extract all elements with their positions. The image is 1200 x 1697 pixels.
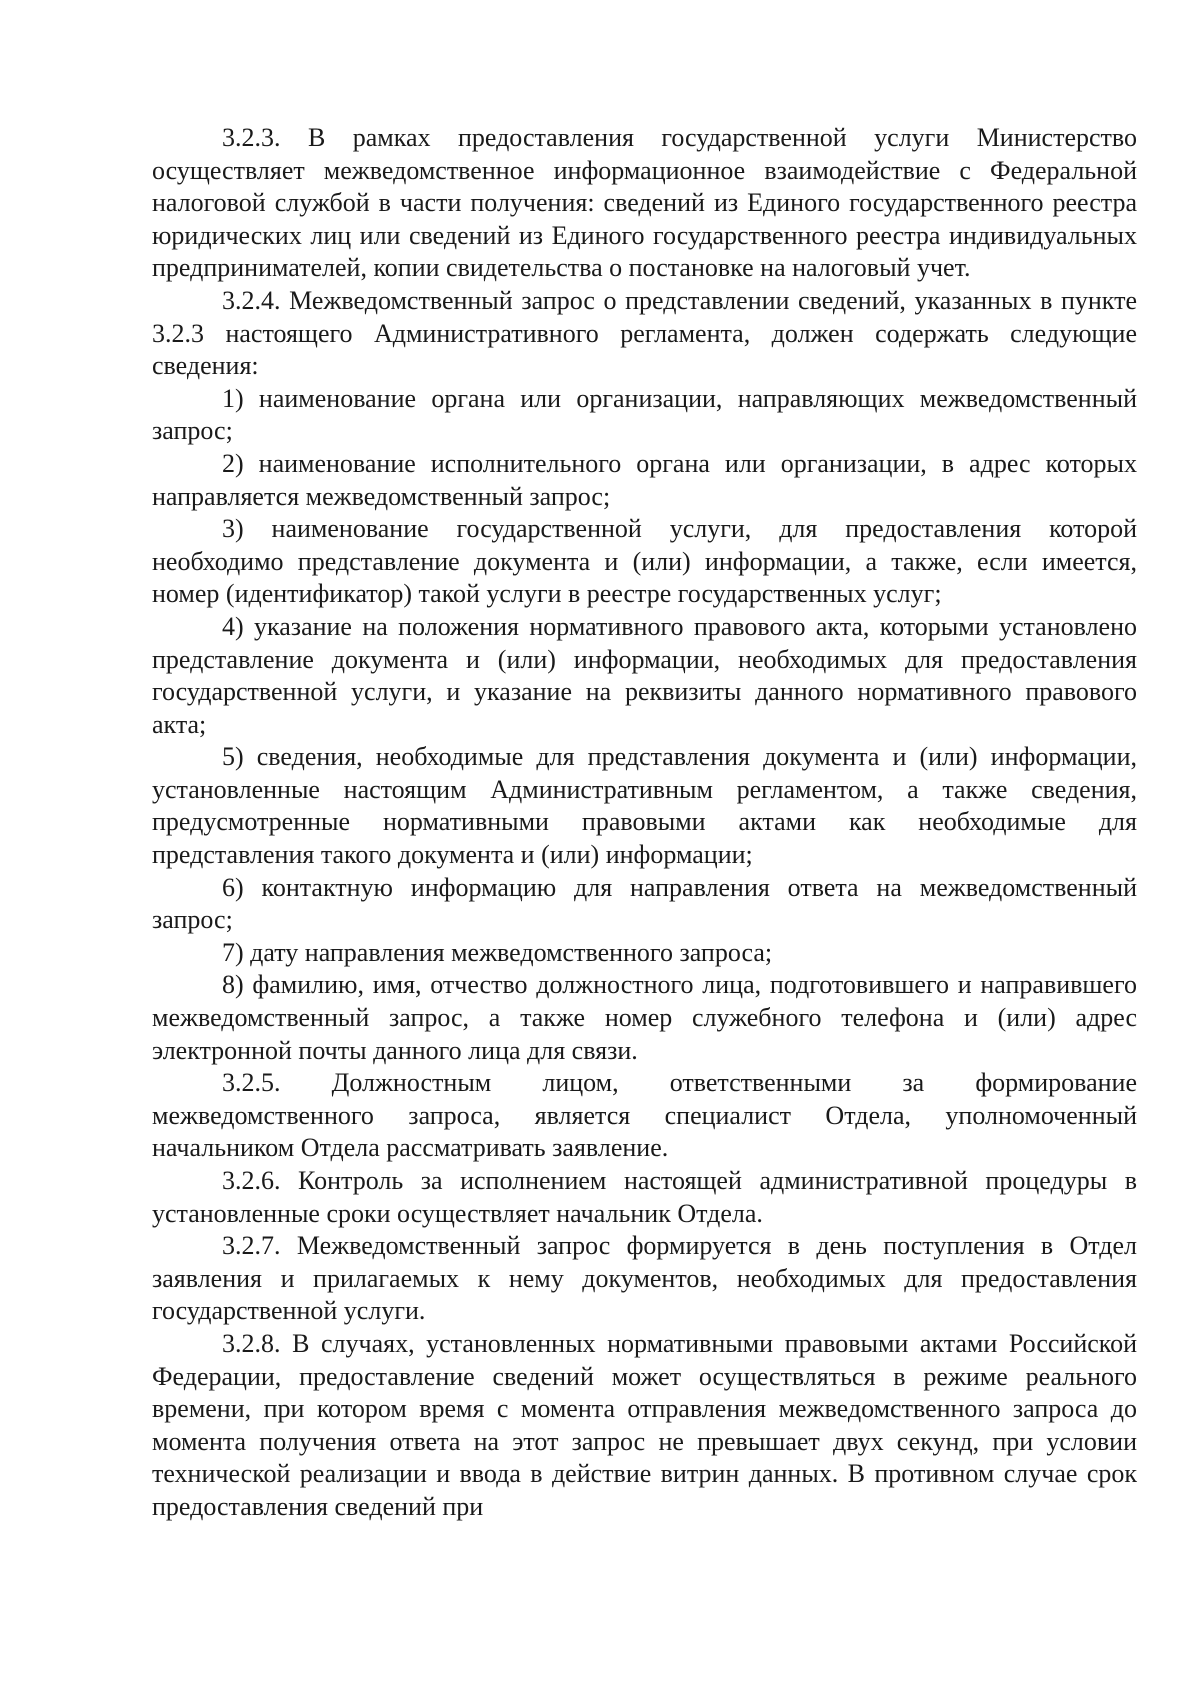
document-body	[152, 122, 1137, 1524]
list-item-2: 2) наименование исполнительного органа или организации, в адрес которых направляется межведомственный запрос;	[152, 448, 1137, 511]
paragraph-3-2-3: 3.2.3. В рамках предоставления государственной услуги Министерство осуществляет межведомственное информационное взаимодействие с Федеральной налоговой службой в части получения: сведений из Единого государственного реестра юридических лиц или сведений из Единого государственного реестра индивидуальных предпринимателей, копии свидетельства о постановке на налоговый учет.	[152, 123, 1137, 283]
list-item-3: 3) наименование государственной услуги, для предоставления которой необходимо представление документа и (или) информации, а также, если имеется, номер (идентификатор) такой услуги в реестре государственных услуг;	[152, 514, 1137, 609]
list-item-4: 4) указание на положения нормативного правового акта, которыми установлено представление документа и (или) информации, необходимых для предоставления государственной услуги, и указание на реквизиты данного нормативного правового акта;	[152, 611, 1137, 739]
list-item-5: 5) сведения, необходимые для представления документа и (или) информации, установленные настоящим Административным регламентом, а также сведения, предусмотренные нормативными правовыми актами как необходимые для представления такого документа и (или) информации;	[152, 742, 1137, 870]
list-item-7: 7) дату направления межведомственного запроса;	[222, 937, 773, 967]
paragraph-3-2-5: 3.2.5. Должностным лицом, ответственными за формирование межведомственного запроса, является специалист Отдела, уполномоченный начальником Отдела рассматривать заявление.	[152, 1068, 1137, 1163]
paragraph-3-2-7: 3.2.7. Межведомственный запрос формируется в день поступления в Отдел заявления и прилагаемых к нему документов, необходимых для предоставления государственной услуги.	[152, 1231, 1137, 1326]
list-item-6: 6) контактную информацию для направления ответа на межведомственный запрос;	[152, 872, 1137, 935]
paragraph-3-2-8: 3.2.8. В случаях, установленных нормативными правовыми актами Российской Федерации, предоставление сведений может осуществляться в режиме реального времени, при котором время с момента отправления межведомственного запроса до момента получения ответа на этот запрос не превышает двух секунд, при условии технической реализации и ввода в действие витрин данных. В противном случае срок предоставления сведений при	[152, 1328, 1137, 1521]
paragraph-3-2-6: 3.2.6. Контроль за исполнением настоящей административной процедуры в установленные сроки осуществляет начальник Отдела.	[152, 1166, 1137, 1228]
paragraph-3-2-4: 3.2.4. Межведомственный запрос о представлении сведений, указанных в пункте 3.2.3 настоящего Административного регламента, должен содержать следующие сведения:	[152, 285, 1137, 381]
list-item-1: 1) наименование органа или организации, направляющих межведомственный запрос;	[152, 383, 1137, 446]
list-item-8: 8) фамилию, имя, отчество должностного лица, подготовившего и направившего межведомственный запрос, а также номер служебного телефона и (или) адрес электронной почты данного лица для связи.	[152, 970, 1137, 1065]
